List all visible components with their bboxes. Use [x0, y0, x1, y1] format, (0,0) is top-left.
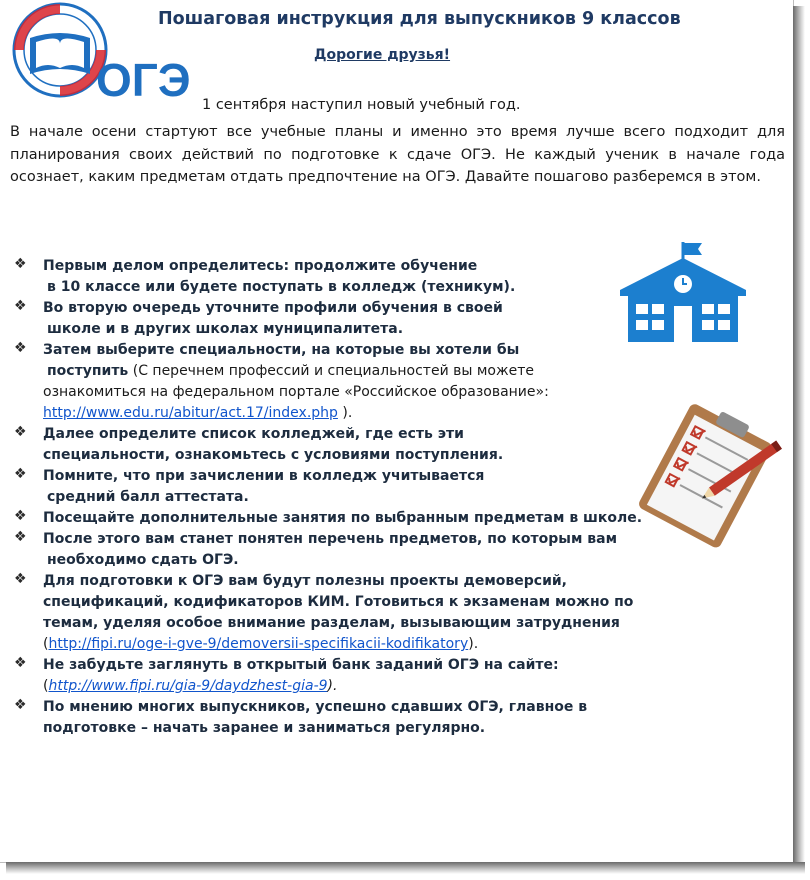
school-building-icon	[618, 240, 748, 342]
diamond-bullet-icon: ❖	[14, 697, 27, 713]
logo-text: ОГЭ	[96, 54, 191, 106]
diamond-bullet-icon: ❖	[14, 340, 27, 356]
list-item: ❖ Помните, что при зачислении в колледж учитывается средний балл аттестата.	[14, 466, 485, 505]
fipi-digest-link[interactable]: http://www.fipi.ru/gia-9/daydzhest-gia-9	[48, 678, 328, 694]
list-item: ❖ Первым делом определитесь: продолжите обучение в 10 классе или будете поступать в колледж (техникум).	[14, 256, 516, 295]
diamond-bullet-icon: ❖	[14, 256, 27, 272]
list-item: ❖ Посещайте дополнительные занятия по выбранным предметам в школе.	[14, 508, 643, 526]
list-item: ❖ Для подготовки к ОГЭ вам будут полезны проекты демоверсий, спецификаций, кодификаторов КИМ. Готовиться к экзаменам можно по темам, уделяя особое внимание разделам, вызывающим затруднения (http://fipi.ru/oge-i-gve-9/demoversii-specifikacii-kodifikatory).	[14, 571, 634, 652]
greeting: Дорогие друзья!	[314, 47, 451, 63]
list-item: ❖ Затем выберите специальности, на которые вы хотели бы поступить (С перечнем профессий и специальностей вы можете ознакомиться на федеральном портале «Российское образование»: http://www.edu.ru/abitur/act.17/index.php ).	[14, 340, 549, 421]
edu-portal-link[interactable]: http://www.edu.ru/abitur/act.17/index.php	[43, 405, 338, 421]
diamond-bullet-icon: ❖	[14, 655, 27, 671]
diamond-bullet-icon: ❖	[14, 466, 27, 482]
list-item: ❖ По мнению многих выпускников, успешно сдавших ОГЭ, главное в подготовке – начать заранее и заниматься регулярно.	[14, 697, 588, 736]
page-shadow-bottom	[6, 862, 805, 874]
intro-lead: 1 сентября наступил новый учебный год.	[202, 97, 521, 113]
intro-paragraph: В начале осени стартуют все учебные планы и именно это время лучше всего подходит для планирования своих действий по подготовке к сдаче ОГЭ. Не каждый ученик в начале года осознает, каким предметам отдать предпочтение на ОГЭ. Давайте пошагово разберемся в этом.	[10, 124, 785, 185]
diamond-bullet-icon: ❖	[14, 424, 27, 440]
page-title: Пошаговая инструкция для выпускников 9 классов	[158, 9, 681, 29]
diamond-bullet-icon: ❖	[14, 508, 27, 524]
diamond-bullet-icon: ❖	[14, 571, 27, 587]
list-item: ❖ Далее определите список колледжей, где есть эти специальности, ознакомьтесь с условиями поступления.	[14, 424, 504, 463]
list-item: ❖ Во вторую очередь уточните профили обучения в своей школе и в других школах муниципалитета.	[14, 298, 503, 337]
clipboard-checklist-icon	[628, 400, 793, 550]
diamond-bullet-icon: ❖	[14, 529, 27, 545]
list-item: ❖ После этого вам станет понятен перечень предметов, по которым вам необходимо сдать ОГЭ.	[14, 529, 618, 568]
fipi-demoversions-link[interactable]: http://fipi.ru/oge-i-gve-9/demoversii-specifikacii-kodifikatory	[48, 636, 469, 652]
list-item: ❖ Не забудьте заглянуть в открытый банк заданий ОГЭ на сайте: (http://www.fipi.ru/gia-9/daydzhest-gia-9).	[14, 655, 559, 694]
diamond-bullet-icon: ❖	[14, 298, 27, 314]
page-shadow-right	[793, 6, 805, 872]
